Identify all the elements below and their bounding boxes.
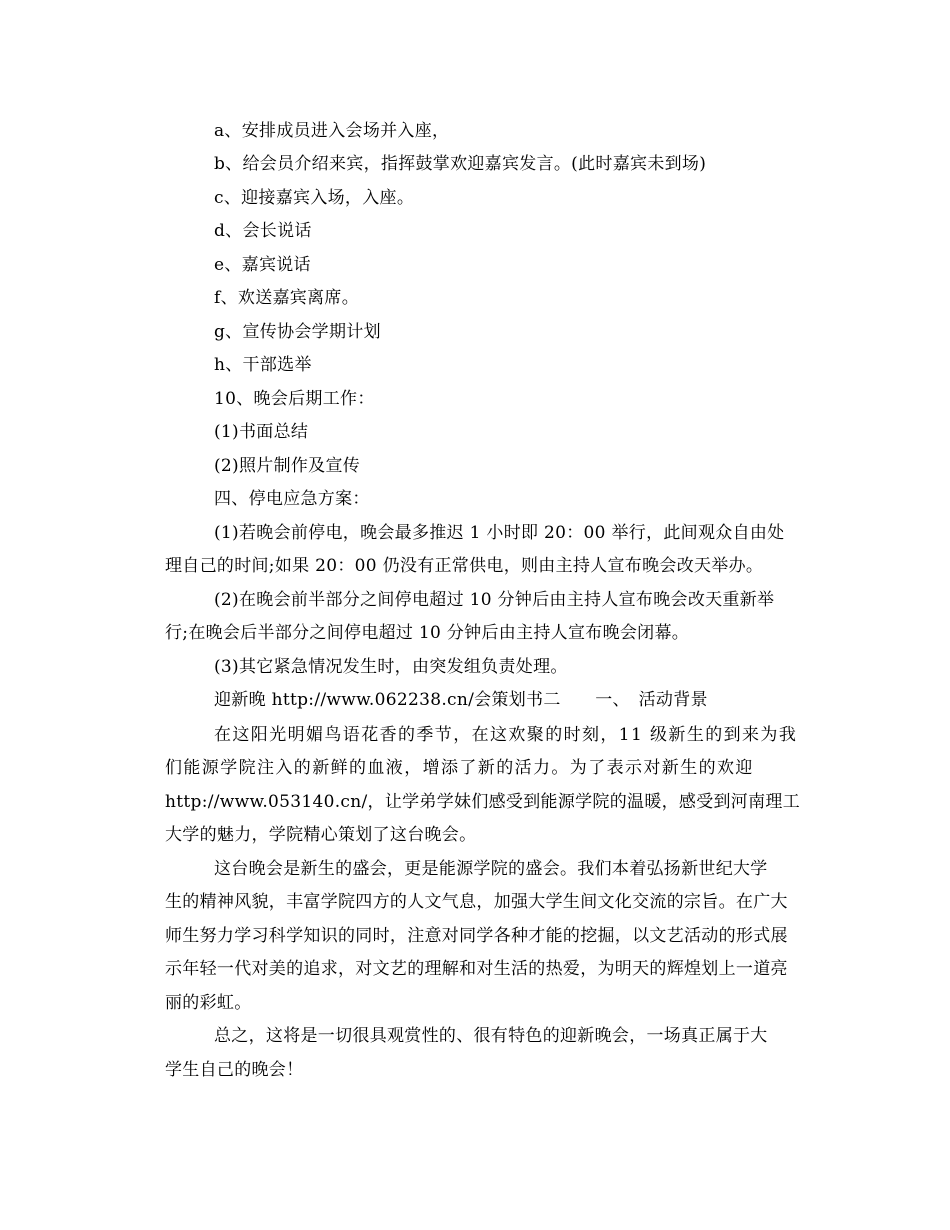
paragraph-line: 生的精神风貌，丰富学院四方的人文气息，加强大学生间文化交流的宗旨。在广大 [165, 892, 788, 912]
section-heading-4: 四、停电应急方案： [214, 489, 370, 509]
list-item-1: (1)书面总结 [214, 422, 309, 442]
list-item-2: (2)照片制作及宣传 [214, 456, 361, 476]
paragraph-line: 大学的魅力，学院精心策划了这台晚会。 [165, 825, 477, 845]
paragraph-line: 们能源学院注入的新鲜的血液，增添了新的活力。为了表示对新生的欢迎 [165, 758, 754, 778]
paragraph-line: 师生努力学习科学知识的同时，注意对同学各种才能的挖掘，以文艺活动的形式展 [165, 926, 788, 946]
paragraph-line: (1)若晚会前停电，晚会最多推迟 1 小时即 20：00 举行，此间观众自由处 [214, 523, 785, 543]
paragraph-line: (2)在晚会前半部分之间停电超过 10 分钟后由主持人宣布晚会改天重新举 [214, 590, 775, 610]
section-title: 迎新晚 http://www.062238.cn/会策划书二 一、 活动背景 [214, 690, 708, 710]
list-item-a: a、安排成员进入会场并入座， [214, 121, 450, 141]
list-item-d: d、会长说话 [214, 221, 312, 241]
list-item-c: c、迎接嘉宾入场，入座。 [214, 188, 415, 208]
paragraph-line: 这台晚会是新生的盛会，更是能源学院的盛会。我们本着弘扬新世纪大学 [214, 859, 768, 879]
section-heading-10: 10、晚会后期工作： [214, 389, 375, 409]
paragraph-line: (3)其它紧急情况发生时，由突发组负责处理。 [214, 657, 568, 677]
list-item-b: b、给会员介绍来宾，指挥鼓掌欢迎嘉宾发言。(此时嘉宾未到场) [214, 154, 707, 174]
paragraph-line: 学生自己的晚会！ [165, 1060, 304, 1080]
list-item-f: f、欢送嘉宾离席。 [214, 288, 359, 308]
paragraph-line: 行;在晚会后半部分之间停电超过 10 分钟后由主持人宣布晚会闭幕。 [165, 623, 690, 643]
paragraph-line: 总之，这将是一切很具观赏性的、很有特色的迎新晚会，一场真正属于大 [214, 1026, 768, 1046]
paragraph-line: 丽的彩虹。 [165, 993, 252, 1013]
paragraph-line: 理自己的时间;如果 20：00 仍没有正常供电，则由主持人宣布晚会改天举办。 [165, 556, 764, 576]
list-item-g: g、宣传协会学期计划 [214, 322, 381, 342]
paragraph-line: http://www.053140.cn/，让学弟学妹们感受到能源学院的温暖，感受到河南理工 [165, 792, 801, 812]
list-item-e: e、嘉宾说话 [214, 255, 311, 275]
paragraph-line: 示年轻一代对美的追求，对文艺的理解和对生活的热爱，为明天的辉煌划上一道亮 [165, 959, 788, 979]
list-item-h: h、干部选举 [214, 355, 312, 375]
paragraph-line: 在这阳光明媚鸟语花香的季节，在这欢聚的时刻，11 级新生的到来为我 [214, 725, 798, 745]
